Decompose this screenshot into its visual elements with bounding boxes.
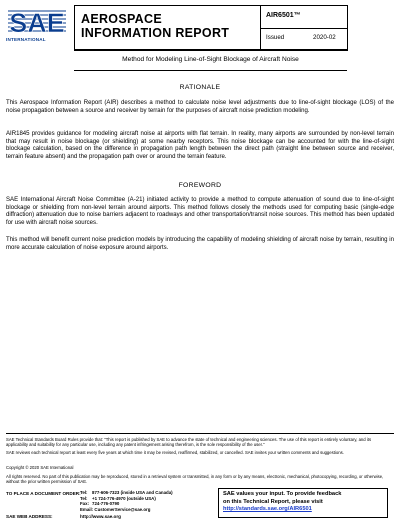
- footer-rule: [6, 433, 394, 434]
- footer-copyright: Copyright © 2020 SAE International: [6, 465, 74, 470]
- report-type-title: [81, 12, 251, 40]
- report-type-line2: INFORMATION REPORT: [81, 26, 230, 40]
- contact-tel-1: [80, 490, 173, 495]
- footer-rights-text: All rights reserved. No part of this publication may be reproduced, stored in a retrieval system or transmitted, in any form or by any means, electronic, mechanical, photocopying, recording, or otherwise, without the prior written permission of SAE.: [6, 474, 384, 485]
- logo-subtext: INTERNATIONAL: [6, 37, 46, 42]
- issued-label: Issued: [266, 34, 285, 41]
- report-type-line1: AEROSPACE: [81, 12, 162, 26]
- rationale-paragraph-1: This Aerospace Information Report (AIR) describes a method to calculate noise level adjustments due to line-of-sight blockage (LOS) of the noise propagation between a source and receiver by terrain for the purposes of aircraft noise prediction modeling.: [6, 100, 394, 114]
- sae-logo-mark: [6, 6, 70, 38]
- footer-review-text: SAE reviews each technical report at least every five years at which time it may be revised, reaffirmed, stabilized, or cancelled. SAE invites your written comments and suggestions.: [6, 450, 344, 455]
- header-rule: [260, 28, 347, 29]
- contact-email: Email: CustomerService@sae.org: [80, 506, 151, 512]
- title-rule: [74, 70, 347, 71]
- tel-1-value: 877-606-7323 (inside USA and Canada): [92, 490, 173, 495]
- foreword-heading: FOREWORD: [178, 182, 222, 189]
- foreword-paragraph-2: This method will benefit current noise prediction models by introducing the capability of modeling shielding of aircraft noise by terrain, resulting in more accurate calculation of noise exposure around airports.: [6, 237, 394, 251]
- tel-2-value: +1 724-776-4970 (outside USA): [92, 495, 156, 501]
- tel-1-key: Tel:: [80, 490, 88, 495]
- fax-key: Fax:: [80, 501, 90, 506]
- feedback-line-2: on this Technical Report, please visit: [223, 498, 323, 505]
- rationale-paragraph-2: AIR1845 provides guidance for modeling aircraft noise at airports with flat terrain. In reality, many airports are surrounded by non-level terrain that may result in noise blockage (or shielding) at some nearby receptors. This noise blockage can be accounted for with the line-of-sight blockage calculation, based on the difference in propagation path length between the direct path (straight line between source and receiver, terrain feature absent) and the propagation path over or around the terrain feature.: [6, 131, 394, 160]
- web-address-link[interactable]: http://www.sae.org: [80, 514, 121, 519]
- web-address-label: SAE WEB ADDRESS:: [6, 514, 53, 519]
- svg-text:SAE: SAE: [9, 8, 65, 38]
- contact-fax: [80, 501, 119, 506]
- document-title: Method for Modeling Line-of-Sight Blockage of Aircraft Noise: [122, 56, 299, 63]
- feedback-link[interactable]: http://standards.sae.org/AIR6501: [223, 506, 312, 512]
- sae-logo: [6, 6, 68, 44]
- contact-tel-2: [80, 496, 156, 501]
- rationale-heading: RATIONALE: [179, 84, 221, 91]
- issued-date: 2020-02: [313, 34, 336, 41]
- report-header-box: [74, 5, 348, 51]
- feedback-box: [218, 488, 388, 518]
- tel-2-key: Tel:: [80, 495, 88, 501]
- foreword-paragraph-1: SAE International Aircraft Noise Committee (A-21) initiated activity to provide a method to compute attenuation of sound due to line-of-sight blockage or shielding from non-level terrain around airports. This method follows closely the methods used for computing basic (single-edge diffraction) attenuation due to noise barriers adjacent to roadways and other transportation/transit noise sources. This method has been updated for use with aircraft noise sources.: [6, 197, 394, 226]
- document-number: AIR6501™: [266, 12, 301, 19]
- footer-rules-text: SAE Technical Standards Board Rules provide that: "This report is published by SAE to advance the state of technical and engineering sciences. The use of this report is entirely voluntary, and its applicability and suitability for any particular use, including any patent infringement arising therefrom, is the sole responsibility of the user.": [6, 437, 372, 448]
- header-bottom-rule: [74, 49, 347, 50]
- order-label: TO PLACE A DOCUMENT ORDER:: [6, 491, 81, 496]
- fax-value: 724-776-0790: [92, 501, 120, 506]
- feedback-line-1: SAE values your input. To provide feedback: [223, 491, 342, 497]
